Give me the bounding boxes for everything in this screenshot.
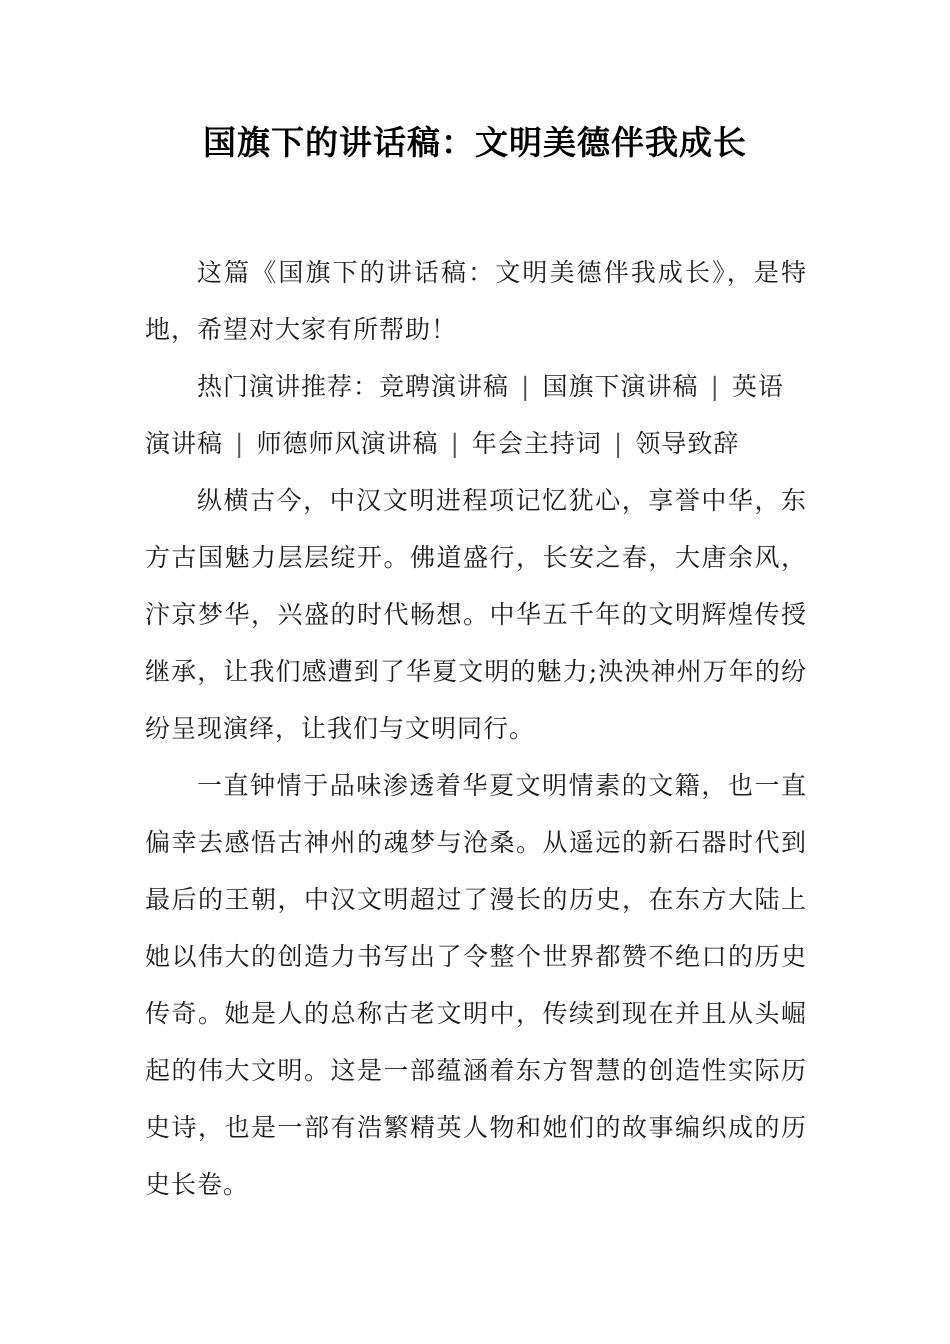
recommend-separator: | bbox=[235, 429, 245, 458]
recommend-line bbox=[145, 358, 807, 472]
intro-paragraph: 这篇《国旗下的讲话稿：文明美德伴我成长》，是特地，希望对大家有所帮助！ bbox=[145, 258, 807, 344]
recommend-link-flag-speech[interactable]: 国旗下演讲稿 bbox=[542, 372, 699, 401]
recommend-separator: | bbox=[450, 429, 460, 458]
recommend-link-leader-speech[interactable]: 领导致辞 bbox=[635, 429, 740, 458]
document-body bbox=[145, 244, 807, 1213]
recommend-link-teacher-ethics[interactable]: 师德师风演讲稿 bbox=[256, 429, 439, 458]
recommend-link-campaign[interactable]: 竞聘演讲稿 bbox=[379, 372, 510, 401]
recommend-link-annual-host[interactable]: 年会主持词 bbox=[471, 429, 602, 458]
recommend-label: 热门演讲推荐： bbox=[197, 372, 380, 401]
recommend-link-english-speech[interactable]: 英语演讲稿 bbox=[145, 372, 784, 458]
document-title: 国旗下的讲话稿：文明美德伴我成长 bbox=[203, 123, 747, 162]
body-paragraph-2: 一直钟情于品味渗透着华夏文明情素的文籍，也一直偏幸去感悟古神州的魂梦与沧桑。从遥远的新石器时代到最后的王朝，中汉文明超过了漫长的历史，在东方大陆上她以伟大的创造力书写出了令整个世界都赞不绝口的历史传奇。她是人的总称古老文明中，传续到现在并且从头崛起的伟大文明。这是一部蕴涵着东方智慧的创造性实际历史诗，也是一部有浩繁精英人物和她们的故事编织成的历史长卷。 bbox=[145, 771, 807, 1199]
recommend-separator: | bbox=[521, 372, 531, 401]
recommend-separator: | bbox=[613, 429, 624, 458]
body-paragraph-1: 纵横古今，中汉文明进程项记忆犹心，享誉中华，东方古国魅力层层绽开。佛道盛行，长安之春，大唐余风，汴京梦华，兴盛的时代畅想。中华五千年的文明辉煌传授继承，让我们感遭到了华夏文明的魅力;泱泱神州万年的纷纷呈现演绎，让我们与文明同行。 bbox=[145, 486, 807, 743]
recommend-separator: | bbox=[710, 372, 720, 401]
